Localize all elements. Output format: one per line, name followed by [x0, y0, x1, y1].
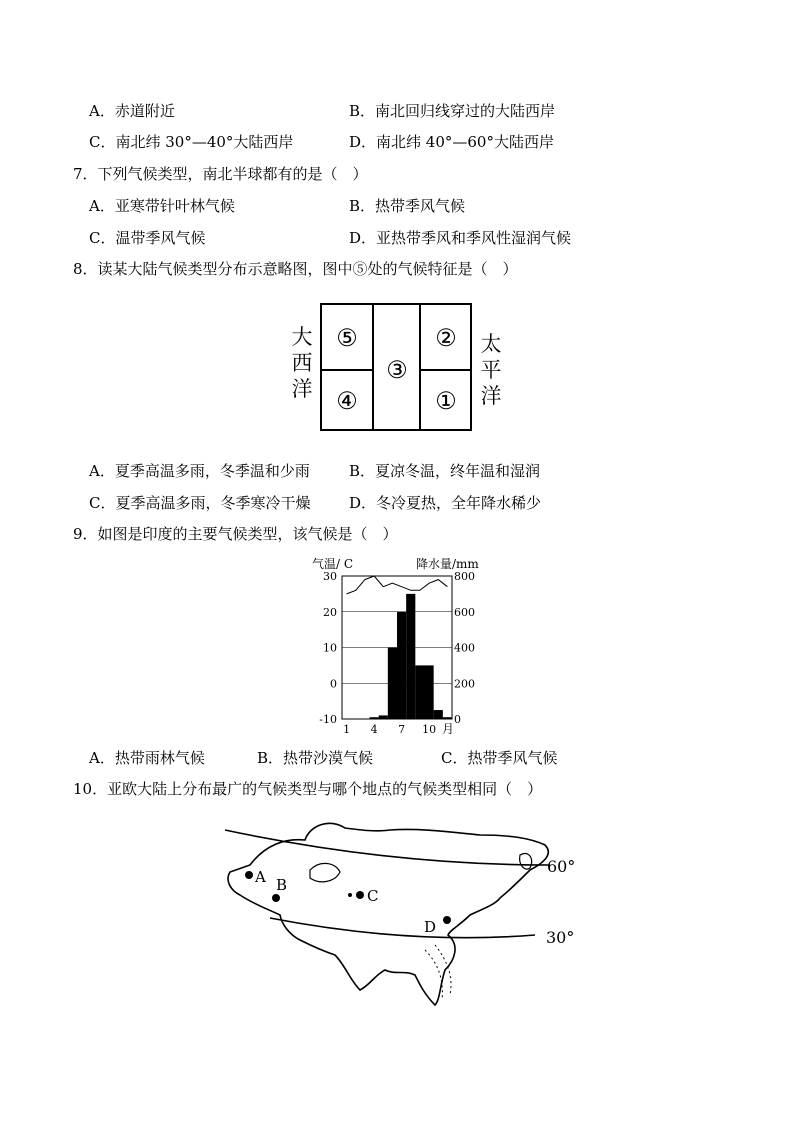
precip-axis-label: 降水量/mm [416, 557, 479, 571]
latitude-30-line [270, 918, 535, 938]
atlantic-char-1: 大 [291, 325, 313, 349]
q6-option-a: A．赤道附近 [89, 102, 175, 120]
month-tick-label: 1 [343, 723, 351, 736]
q8-stem: 8．读某大陆气候类型分布示意略图，图中⑤处的气候特征是（ ） [73, 260, 518, 278]
island-outline [520, 853, 532, 869]
month-axis-label: 月 [442, 722, 455, 736]
eurasia-outline [228, 823, 548, 1005]
temp-axis-label: 气温/ C [312, 557, 354, 571]
q8-option-b: B．夏凉冬温，终年温和湿润 [349, 462, 541, 480]
q9-option-c: C．热带季风气候 [441, 749, 558, 767]
precip-bar [425, 665, 434, 719]
precip-tick-label: 400 [454, 641, 475, 655]
month-tick-label: 10 [422, 723, 437, 736]
point-d-marker [443, 916, 451, 924]
point-c-marker [356, 891, 364, 899]
precip-tick-label: 200 [454, 677, 475, 691]
atlantic-char-3: 洋 [291, 377, 313, 401]
pacific-char-2: 平 [480, 358, 502, 382]
month-tick-label: 7 [398, 723, 406, 736]
q7-option-b: B．热带季风气候 [349, 197, 466, 215]
region-3-label: ③ [386, 356, 408, 384]
precip-bar [379, 715, 388, 719]
precip-bar [434, 710, 443, 719]
q7-option-c: C．温带季风气候 [89, 229, 206, 247]
precip-tick-label: 800 [454, 570, 475, 583]
inland-sea-outline [310, 863, 340, 881]
q6-option-c: C．南北纬 30°—40°大陆西岸 [89, 133, 294, 151]
region-1-label: ① [435, 387, 457, 415]
precip-bar [415, 665, 424, 719]
q6-option-d: D．南北纬 40°—60°大陆西岸 [349, 133, 554, 151]
q7-option-d: D．亚热带季风和季风性湿润气候 [349, 229, 572, 247]
q8-option-a: A．夏季高温多雨，冬季温和少雨 [89, 462, 310, 480]
climate-chart [300, 553, 500, 738]
latitude-60-label: 60° [547, 857, 576, 876]
q9-option-b: B．热带沙漠气候 [257, 749, 374, 767]
temp-tick-label: 0 [330, 677, 337, 691]
temp-tick-label: 10 [323, 641, 337, 655]
temp-tick-label: 20 [323, 605, 337, 619]
precip-tick-label: 0 [454, 713, 461, 726]
q7-option-a: A．亚寒带针叶林气候 [89, 197, 235, 215]
atlantic-char-2: 西 [291, 351, 313, 375]
point-d-label: D [424, 918, 437, 936]
q9-stem: 9．如图是印度的主要气候类型，该气候是（ ） [73, 525, 398, 543]
region-5-label: ⑤ [336, 324, 358, 352]
precip-bar [443, 717, 452, 719]
temp-tick-label: 30 [323, 570, 337, 583]
point-c-label: C [367, 887, 379, 905]
latitude-30-label: 30° [546, 928, 575, 947]
region-4-label: ④ [336, 387, 358, 415]
q10-stem: 10．亚欧大陆上分布最广的气候类型与哪个地点的气候类型相同（ ） [73, 780, 543, 798]
pacific-char-3: 洋 [480, 384, 502, 408]
point-a-marker [245, 871, 253, 879]
precip-tick-label: 600 [454, 605, 475, 619]
q6-option-b: B．南北回归线穿过的大陆西岸 [349, 102, 556, 120]
temp-tick-label: -10 [319, 713, 337, 726]
q7-stem: 7．下列气候类型，南北半球都有的是（ ） [73, 165, 368, 183]
month-tick-label: 4 [370, 723, 378, 736]
point-b-marker [272, 894, 280, 902]
small-lake-marker [348, 893, 352, 897]
precip-bar [406, 594, 415, 719]
precip-bar [388, 648, 397, 720]
precip-bar [397, 612, 406, 719]
pacific-char-1: 太 [480, 332, 502, 356]
temperature-line [347, 576, 448, 594]
precip-bar [370, 717, 379, 719]
q9-option-a: A．热带雨林气候 [89, 749, 205, 767]
q8-option-c: C．夏季高温多雨，冬季寒冷干燥 [89, 494, 311, 512]
point-a-label: A [255, 868, 266, 886]
q8-option-d: D．冬冷夏热，全年降水稀少 [349, 494, 542, 512]
region-2-label: ② [435, 324, 457, 352]
continent-climate-diagram [280, 296, 510, 436]
dotted-coast-2 [435, 945, 451, 995]
eurasia-map [210, 810, 590, 1015]
point-b-label: B [276, 876, 288, 894]
